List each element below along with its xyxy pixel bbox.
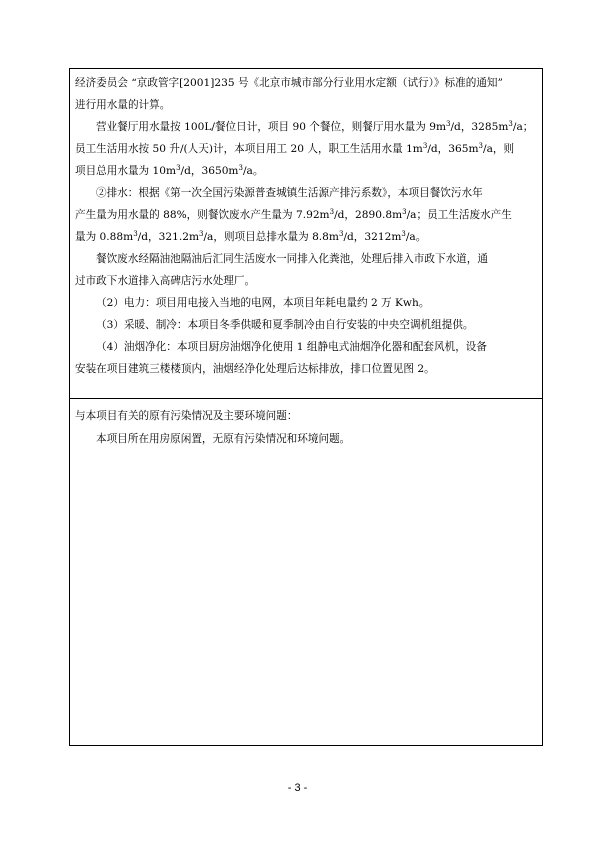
paragraph-existing-pollution — [75, 428, 537, 450]
heading-text: 与本项目有关的原有污染情况及主要环境问题： — [75, 410, 298, 422]
superscript: 3 — [401, 230, 406, 238]
text-span: 员工生活用水按 50 升/(人天)计，本项目用工 20 人，职工生活用水量 1m — [75, 143, 423, 155]
superscript: 3 — [329, 208, 335, 216]
text-span: /d，3212m — [343, 231, 402, 243]
content-box-existing-pollution — [69, 399, 543, 746]
text-span: /d，3650m — [180, 165, 239, 177]
paragraph-fume-purification-cont — [75, 358, 537, 380]
superscript: 3 — [199, 230, 204, 238]
paragraph-wastewater-route-cont — [75, 270, 537, 292]
text-span: 量为 0.88m — [75, 231, 134, 243]
text-line: （2）电力：项目用电接入当地的电网，本项目年耗电量约 2 万 Kwh。 — [96, 297, 430, 309]
text-line: ②排水：根据《第一次全国污染源普查城镇生活源产排污系数》，本项目餐饮污水年 — [96, 187, 483, 199]
text-span: /a。 — [405, 231, 427, 243]
paragraph-drainage-cont — [75, 204, 537, 248]
body-text: 本项目所在用房原闲置，无原有污染情况和环境问题。 — [96, 433, 351, 445]
text-span: /a。 — [242, 165, 264, 177]
text-span: 营业餐厅用水量按 100L/餐位日计，项目 90 个餐位，则餐厅用水量为 9m — [96, 121, 446, 133]
paragraph-fume-purification — [75, 336, 537, 358]
paragraph-heating-cooling — [75, 314, 537, 336]
superscript: 3 — [508, 120, 513, 128]
superscript: 3 — [422, 142, 428, 150]
paragraph-drainage — [75, 182, 537, 204]
paragraph-water-usage — [75, 116, 537, 138]
text-span: /a；员工生活废水产生 — [406, 209, 512, 221]
paragraph-water-standard — [75, 72, 537, 116]
superscript: 3 — [446, 120, 451, 128]
text-line: （4）油烟净化：本项目厨房油烟净化使用 1 组静电式油烟净化器和配套风机，设备 — [96, 341, 487, 353]
paragraph-electricity — [75, 292, 537, 314]
superscript: 3 — [176, 164, 181, 172]
content-box-water-energy — [69, 68, 543, 399]
text-line: 餐饮废水经隔油池隔油后汇同生活废水一同排入化粪池，处理后排入市政下水道，通 — [96, 253, 488, 265]
text-line: 经济委员会 “京政管字[2001]235 号《北京市城市部分行业用水定额（试行）》标准的通知” — [75, 77, 503, 89]
text-span: /d，3285m — [450, 121, 509, 133]
text-span: /a，则项目总排水量为 8.8m — [203, 231, 339, 243]
text-line: 过市政下水道排入高碑店污水处理厂。 — [75, 275, 256, 287]
superscript: 3 — [133, 230, 138, 238]
text-span: /d，365m — [427, 143, 479, 155]
text-line: （3）采暖、制冷：本项目冬季供暖和夏季制冷由自行安装的中央空调机组提供。 — [96, 319, 474, 331]
superscript: 3 — [402, 208, 407, 216]
text-span: 项目总用水量为 10m — [75, 165, 177, 177]
text-line: 安装在项目建筑三楼楼顶内，油烟经净化处理后达标排放，排口位置见图 2。 — [75, 363, 435, 375]
superscript: 3 — [478, 142, 484, 150]
text-span: /d，2890.8m — [334, 209, 403, 221]
paragraph-wastewater-route — [75, 248, 537, 270]
text-span: /d，321.2m — [137, 231, 199, 243]
superscript: 3 — [238, 164, 243, 172]
superscript: 3 — [338, 230, 344, 238]
paragraph-water-usage-cont — [75, 138, 537, 182]
text-line: 进行用水量的计算。 — [75, 99, 171, 111]
text-span: /a，则 — [483, 143, 515, 155]
text-span: /a； — [512, 121, 534, 133]
page-number: - 3 - — [287, 782, 308, 794]
text-span: 产生量为用水量的 88%，则餐饮废水产生量为 7.92m — [75, 209, 330, 221]
section-heading — [75, 405, 537, 427]
